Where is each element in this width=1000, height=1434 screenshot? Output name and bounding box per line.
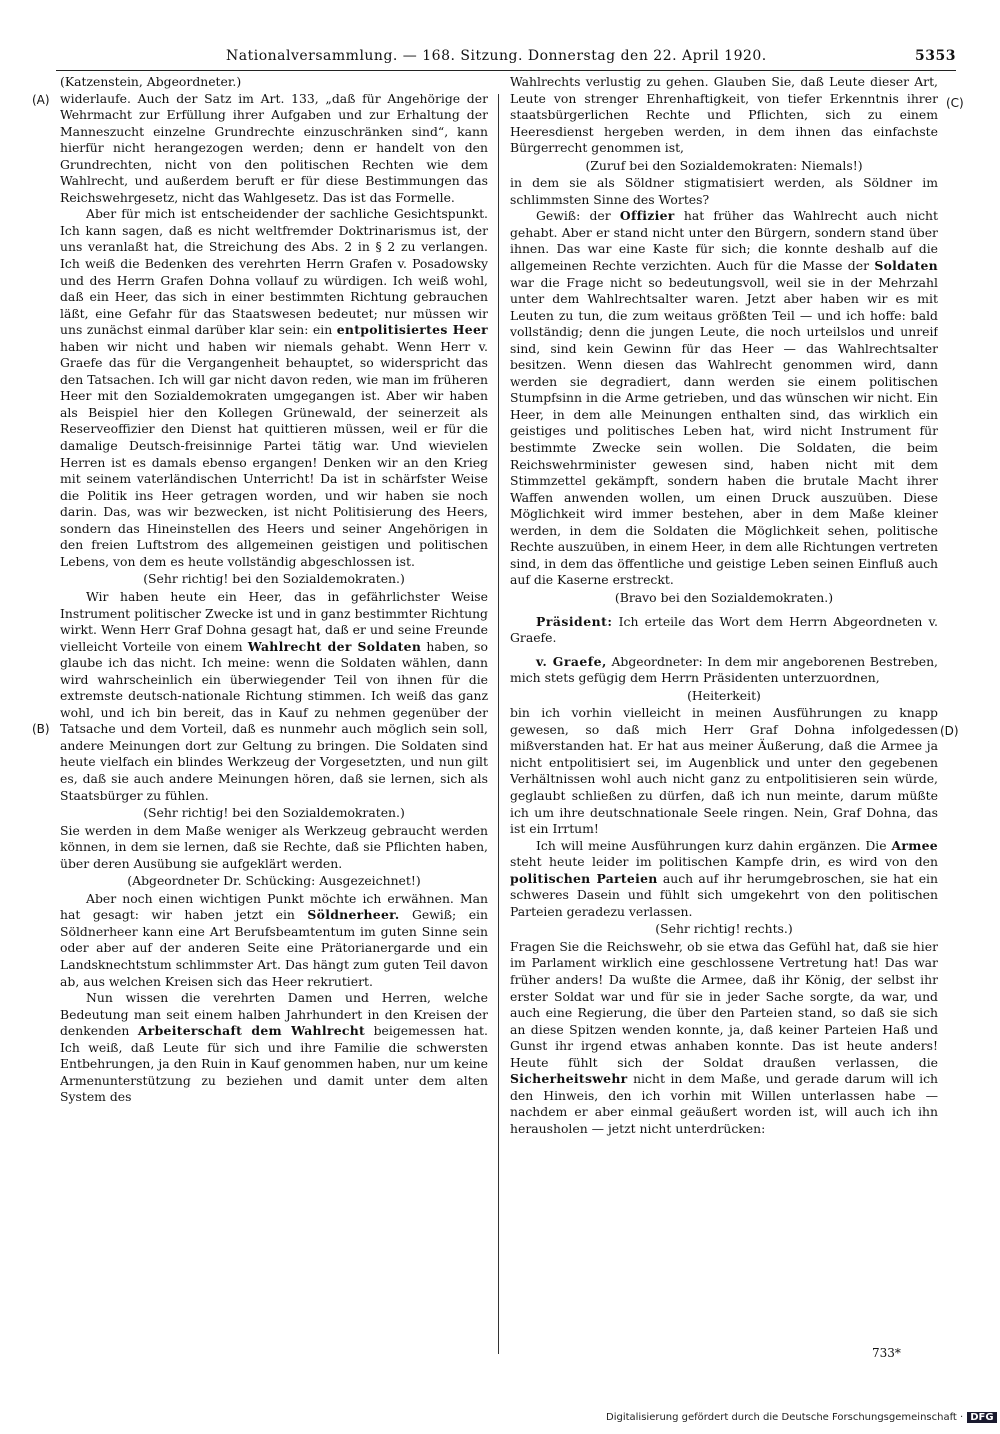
- emphasis: politischen Parteien: [510, 870, 658, 886]
- emphasis: Soldaten: [874, 258, 938, 274]
- emphasis: Armee: [891, 837, 938, 853]
- speaker-name: Präsident:: [536, 613, 613, 629]
- interjection: (Sehr richtig! bei den Sozialdemokraten.): [143, 805, 405, 821]
- header-title: Nationalversammlung. — 168. Sitzung. Donnerstag den 22. April 1920.: [226, 48, 767, 64]
- interjection: (Abgeordneter Dr. Schücking: Ausgezeichnet!): [127, 873, 421, 889]
- margin-marker-b: (B): [32, 722, 50, 736]
- speaker-name: v. Graefe,: [536, 653, 607, 669]
- dfg-logo: DFG: [967, 1412, 996, 1423]
- paragraph: Nun wissen die verehrten Damen und Herren, welche Bedeutung man seit einem halben Jahrhundert in den Kreisen der denkenden Arbeiterschaft dem Wahlrecht beigemessen hat. Ich weiß, daß Leute für sich und ihre Familie die schwersten Entbehrungen, ja den Ruin in Kauf genommen haben, nur um keine Armenunterstützung zu beziehen und damit unter dem alten System des: [60, 990, 488, 1105]
- interjection: (Bravo bei den Sozialdemokraten.): [614, 589, 834, 605]
- emphasis: Sicherheitswehr: [510, 1071, 628, 1087]
- speaker-attribution: (Katzenstein, Abgeordneter.): [60, 74, 242, 89]
- paragraph: Wir haben heute ein Heer, das in gefährlichster Weise Instrument politischer Zwecke ist und in ganz bestimmter Richtung wirkt. Wenn Herr Graf Dohna gesagt hat, daß er und seine Freunde vielleicht Vorteile von einem Wahlrecht der Soldaten haben, so glaube ich das nicht. Ich meine: wenn die Soldaten wählen, dann wird wahrscheinlich ein überwiegender Teil von ihnen für die extremste deutsch-nationale Richtung stimmen. Ich weiß das ganz wohl, und ich bin bereit, das in Kauf zu nehmen gegenüber der Tatsache und dem Vorteil, daß es nunmehr auch möglich sein soll, andere Meinungen dort zur Geltung zu bringen. Die Soldaten sind heute vielfach ein blindes Werkzeug der Vorgesetzten, und nun gilt es, daß sie auch andere Meinungen hören, daß sie lernen, sich als Staatsbürger zu fühlen.: [60, 588, 488, 803]
- running-header: [56, 48, 956, 68]
- column-divider: [498, 94, 499, 1354]
- emphasis: entpolitisiertes Heer: [336, 322, 488, 338]
- right-column: [510, 74, 938, 1369]
- paragraph: Fragen Sie die Reichswehr, ob sie etwa das Gefühl hat, daß sie hier im Parlament wirklich eine geschlossene Vertretung hat! Das war früher anders! Da wußte die Armee, daß ihr König, der selbst ihr erster Soldat war und für sie in jeder Sache sorgte, da war, und auch eine Regierung, die über den Parteien stand, so daß sie sich an diese Spitzen wenden konnte, ja, daß keiner Parteien Haß und Gunst ihr irgend etwas anhaben konnte. Das ist heute anders! Heute fühlt sich der Soldat draußen verlassen, die Sicherheitswehr nicht in dem Maße, und gerade darum will ich den Hinweis, den ich vorhin mit Willen unterlassen habe — nachdem er aber einmal geäußert worden ist, will auch ich ihn herausholen — jetzt nicht unterdrücken:: [510, 938, 938, 1136]
- left-column: [60, 74, 488, 1369]
- footer-text: Digitalisierung gefördert durch die Deutsche Forschungsgemeinschaft ·: [606, 1412, 964, 1423]
- paragraph: Aber noch einen wichtigen Punkt möchte ich erwähnen. Man hat gesagt: wir haben jetzt ein Söldnerheer. Gewiß; ein Söldnerheer kann eine Art Berufsbeamtentum im guten Sinne sein oder aber auf der anderen Seite eine Prätorianergarde und ein Landsknechtstum schlimmster Art. Das hängt zum guten Teil davon ab, aus welchen Kreisen sich das Heer rekrutiert.: [60, 890, 488, 989]
- header-rule: [56, 70, 956, 71]
- interjection: (Sehr richtig! bei den Sozialdemokraten.): [143, 571, 405, 587]
- speaker-paragraph: v. Graefe, Abgeordneter: In dem mir angeborenen Bestreben, mich stets gefügig dem Herrn Präsidenten unterzuordnen,: [510, 653, 938, 686]
- paragraph: Gewiß: der Offizier hat früher das Wahlrecht auch nicht gehabt. Aber er stand nicht unter den Bürgern, sondern stand über ihnen. Das war eine Kaste für sich; die konnte deshalb auf die allgemeinen Rechte verzichten. Auch für die Masse der Soldaten war die Frage nicht so bedeutungsvoll, weil sie in der Mehrzahl unter dem Wahlrechtsalter waren. Jetzt aber haben wir es mit Leuten zu tun, die zum weitaus größten Teil — und ich hoffe: bald vollständig; denn die jungen Leute, die noch urteilslos und unreif sind, sind kein Gewinn für das Heer — das Wahlrechtsalter besitzen. Wenn diesen das Wahlrecht genommen wird, dann werden sie degradiert, dann werden sie einem politischen Stumpfsinn in die Arme getrieben, und das wünschen wir nicht. Ein Heer, in dem alle Meinungen enthalten sind, das wirklich ein geistiges und politisches Leben hat, wird nicht Instrument für bestimmte Zwecke sein wollen. Die Soldaten, die beim Reichswehrminister gewesen sind, haben nicht mit dem Stimmzettel gekämpft, sondern haben die brutale Macht ihrer Waffen anwenden wollen, um einen Druck auszuüben. Diese Möglichkeit wird immer bestehen, aber in dem Maße kleiner werden, in dem die Soldaten die Möglichkeit sehen, politische Rechte auszuüben, in einem Heer, in dem alle Richtungen vertreten sind, in dem das öffentliche und geistige Leben seinen Einfluß auch auf die Kaserne erstreckt.: [510, 208, 938, 588]
- emphasis: Offizier: [619, 208, 675, 224]
- emphasis: Wahlrecht der Soldaten: [247, 638, 422, 654]
- margin-marker-c: (C): [946, 96, 964, 110]
- margin-marker-a: (A): [32, 93, 50, 107]
- interjection: (Heiterkeit): [687, 687, 761, 703]
- interjection: (Zuruf bei den Sozialdemokraten: Niemals!): [585, 157, 863, 173]
- paragraph: Ich will meine Ausführungen kurz dahin ergänzen. Die Armee steht heute leider im politischen Kampfe drin, es wird von den politischen Parteien auch auf ihr herumgebroschen, sie hat ein schweres Dasein und fühlt sich umgekehrt von den politischen Parteien geradezu verlassen.: [510, 837, 938, 919]
- paragraph: bin ich vorhin vielleicht in meinen Ausführungen zu knapp gewesen, so daß mich Herr Graf Dohna infolgedessen mißverstanden hat. Er hat aus meiner Äußerung, daß die Armee ja nicht entpolitisiert sei, im Augenblick und unter den gegebenen Verhältnissen wohl auch nicht ganz zu entpolitisieren sein würde, geglaubt schließen zu dürfen, daß ich nun meinte, darum müßte ich um ihre deutschnationale Seele ringen. Nein, Graf Dohna, das ist ein Irrtum!: [510, 705, 938, 837]
- paragraph: Sie werden in dem Maße weniger als Werkzeug gebraucht werden können, in dem sie lernen, daß sie Rechte, daß sie Pflichten haben, über deren Ausübung sie aufgeklärt werden.: [60, 822, 488, 871]
- paragraph: in dem sie als Söldner stigmatisiert werden, als Söldner im schlimmsten Sinne des Wortes?: [510, 175, 938, 207]
- paragraph: Aber für mich ist entscheidender der sachliche Gesichtspunkt. Ich kann sagen, daß es nicht weltfremder Doktrinarismus ist, der uns veranlaßt hat, die Streichung des Abs. 2 in § 2 zu verlangen. Ich weiß die Bedenken des verehrten Herrn Grafen v. Posadowsky und des Herrn Grafen Dohna vollauf zu würdigen. Ich weiß wohl, daß ein Heer, das sich in einer bestimmten Richtung gebrauchen läßt, eine Gefahr für das Staatswesen bedeutet; nur müssen wir uns zunächst einmal darüber klar sein: ein entpolitisiertes Heer haben wir nicht und haben wir niemals gehabt. Wenn Herr v. Graefe das für die Vergangenheit behauptet, so widerspricht das den Tatsachen. Ich will gar nicht davon reden, wie man im früheren Heer mit den Sozialdemokraten umgegangen ist. Aber wir haben als Beispiel hier den Kollegen Grünewald, der seinerzeit als Reserveoffizier den Dienst hat quittieren müssen, weil er für die damalige Deutsch-freisinnige Partei tätig war. Und wievielen Herren ist es damals ebenso ergangen! Denken wir an den Krieg mit seinem vaterländischen Unterricht! Da ist in schärfster Weise die Politik ins Heer getragen worden, und wir haben sie noch darin. Das, was wir bezwecken, ist nicht Politisierung des Heers, sondern das Hineinstellen des Heers und seiner Angehörigen in den freien Luftstrom des allgemeinen geistigen und politischen Lebens, von dem es heute vollständig abgeschlossen ist.: [60, 206, 488, 569]
- margin-marker-d: (D): [940, 724, 959, 738]
- signature-mark: 733*: [872, 1346, 901, 1360]
- paragraph: Wahlrechts verlustig zu gehen. Glauben Sie, daß Leute dieser Art, Leute von strenger Ehrenhaftigkeit, von tiefer Erkenntnis ihrer staatsbürgerlichen Rechte und Pflichten, sich zu einem Heeresdienst hergeben werden, in dem ihnen das einfachste Bürgerrecht genommen ist,: [510, 74, 938, 156]
- speaker-paragraph: Präsident: Ich erteile das Wort dem Herrn Abgeordneten v. Graefe.: [510, 613, 938, 646]
- paragraph: widerlaufe. Auch der Satz im Art. 133, „daß für Angehörige der Wehrmacht zur Erfüllung ihrer Aufgaben und zur Erhaltung der Manneszucht einzelne Grundrechte einzuschränken sind“, kann hierfür nicht herangezogen werden; denn er handelt von den Grundrechten, nicht von den politischen Rechten wie dem Wahlrecht, und außerdem beruft er für diese Bestimmungen das Reichswehrgesetz, nicht das Wahlgesetz. Das ist das Formelle.: [60, 90, 488, 205]
- emphasis: Söldnerheer.: [307, 907, 400, 923]
- page-number: 5353: [915, 48, 956, 64]
- emphasis: Arbeiterschaft dem Wahlrecht: [137, 1023, 366, 1039]
- footer-credit: [606, 1412, 997, 1423]
- interjection: (Sehr richtig! rechts.): [655, 921, 793, 937]
